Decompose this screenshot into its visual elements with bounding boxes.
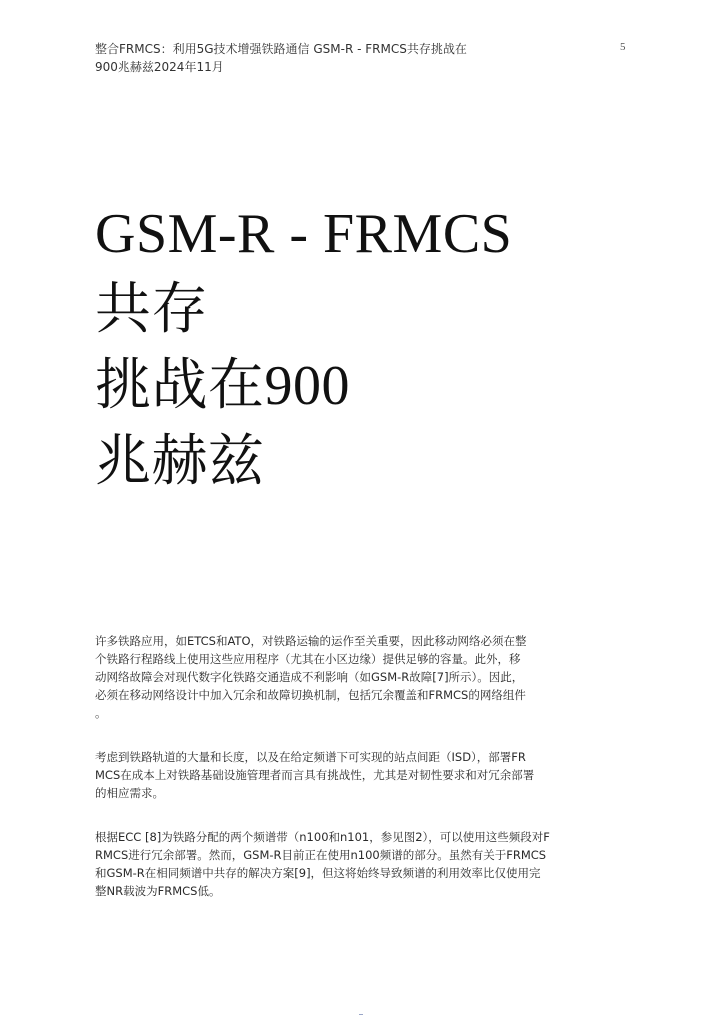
paragraph-line: 和GSM-R在相同频谱中共存的解决方案[9]，但这将始终导致频谱的利用效率比仅使用完 xyxy=(95,866,541,880)
paragraph-line: RMCS进行冗余部署。然而，GSM-R目前正在使用n100频谱的部分。虽然有关于FRMCS xyxy=(95,848,547,862)
footer-mark xyxy=(359,1014,363,1015)
body-text xyxy=(95,632,585,926)
paragraph-line: 动网络故障会对现代数字化铁路交通造成不利影响（如GSM-R故障[7]所示）。因此， xyxy=(95,670,524,684)
paragraph-line: 个铁路行程路线上使用这些应用程序（尤其在小区边缘）提供足够的容量。此外，移 xyxy=(95,652,521,666)
section-title xyxy=(95,196,655,500)
page-number: 5 xyxy=(620,41,626,53)
title-line: 挑战在900 xyxy=(95,355,350,417)
paragraph-line: 许多铁路应用，如ETCS和ATO，对铁路运输的运作至关重要，因此移动网络必须在整 xyxy=(95,634,527,648)
paragraph-spectrum xyxy=(95,828,585,900)
paragraph-line: 考虑到铁路轨道的大量和长度，以及在给定频谱下可实现的站点间距（ISD），部署FR xyxy=(95,750,526,764)
paragraph-line: 整NR载波为FRMCS低。 xyxy=(95,884,221,898)
paragraph-line: 根据ECC [8]为铁路分配的两个频谱带（n100和n101，参见图2），可以使用这些频段对F xyxy=(95,830,550,844)
paragraph-deployment-cost xyxy=(95,748,585,802)
header-line: 900兆赫兹2024年11月 xyxy=(95,60,224,74)
title-line: 共存 xyxy=(95,279,208,341)
header-line: 整合FRMCS：利用5G技术增强铁路通信 GSM-R - FRMCS共存挑战在 xyxy=(95,42,467,56)
paragraph-line: 必须在移动网络设计中加入冗余和故障切换机制，包括冗余覆盖和FRMCS的网络组件 xyxy=(95,688,526,702)
title-line: GSM-R - FRMCS xyxy=(95,203,513,265)
paragraph-line: 的相应需求。 xyxy=(95,786,164,800)
running-header xyxy=(95,40,535,76)
title-line: 兆赫兹 xyxy=(95,431,265,493)
paragraph-line: MCS在成本上对铁路基础设施管理者而言具有挑战性，尤其是对韧性要求和对冗余部署 xyxy=(95,768,535,782)
paragraph-line: 。 xyxy=(95,706,107,720)
paragraph-resilience xyxy=(95,632,585,722)
